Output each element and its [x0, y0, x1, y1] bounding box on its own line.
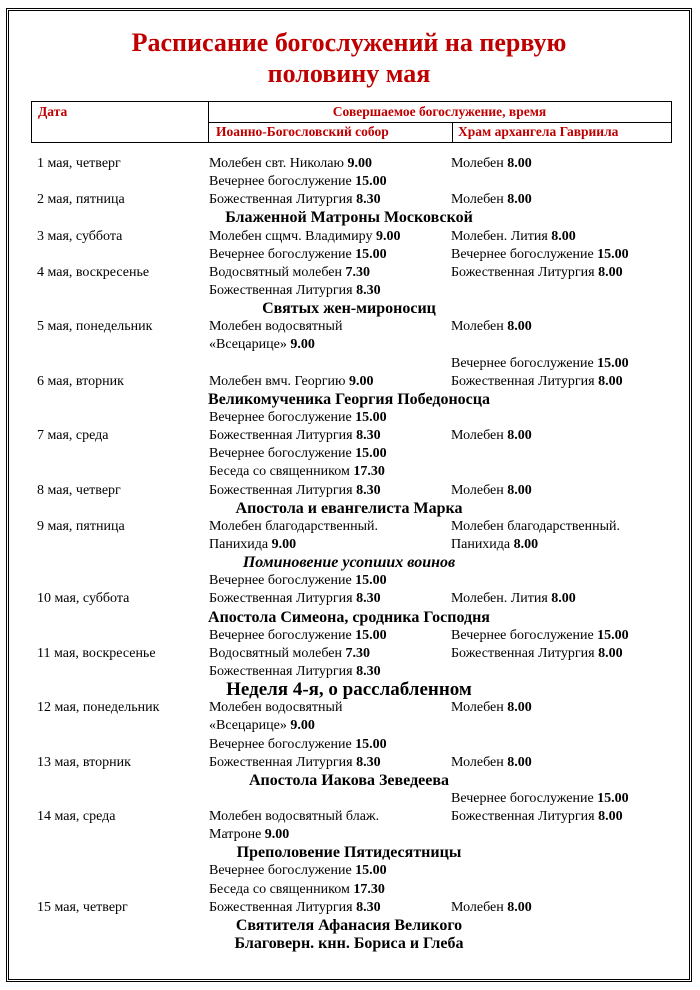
cathedral-service-text: Молебен вмч. Георгию — [209, 373, 346, 389]
schedule-row — [9, 336, 689, 354]
feast-row — [9, 917, 689, 935]
date-cell — [37, 590, 129, 608]
cathedral-service-time: 9.00 — [271, 536, 297, 552]
church-service-text: Молебен — [451, 428, 504, 444]
church-service-text: Вечернее богослужение — [451, 355, 594, 371]
church-service-time: 8.00 — [598, 264, 623, 280]
schedule-row — [9, 355, 689, 373]
cathedral-service-text: Вечернее богослужение — [209, 863, 352, 879]
cathedral-service-text: Вечернее богослужение — [209, 573, 352, 589]
schedule-row — [9, 627, 689, 645]
date-cell-text: 9 мая, пятница — [37, 518, 125, 534]
feast-row — [9, 300, 689, 318]
date-cell-text: 13 мая, вторник — [37, 754, 131, 770]
date-cell-text: 3 мая, суббота — [37, 228, 123, 244]
cathedral-service — [209, 155, 372, 173]
cathedral-service-text: Молебен водосвятный — [209, 700, 343, 716]
church-service-text: Божественная Литургия — [451, 373, 595, 389]
feast-row — [9, 935, 689, 953]
cathedral-service-text: Вечернее богослужение — [209, 627, 352, 643]
date-cell-text: 2 мая, пятница — [37, 192, 125, 208]
cathedral-service — [209, 699, 342, 717]
cathedral-service — [209, 282, 381, 300]
divider — [208, 122, 671, 123]
cathedral-service-time: 15.00 — [355, 627, 387, 643]
date-cell-text: 12 мая, понедельник — [37, 700, 160, 716]
church-service — [451, 754, 532, 772]
church-service — [451, 246, 629, 264]
date-cell — [37, 754, 131, 772]
cathedral-service — [209, 899, 381, 917]
church-service — [451, 590, 576, 608]
church-service-text: Молебен — [451, 754, 504, 770]
cathedral-service-time: 8.30 — [356, 591, 381, 607]
cathedral-service-time: 9.00 — [264, 827, 290, 843]
date-cell — [37, 155, 121, 173]
cathedral-service-text: Вечернее богослужение — [209, 246, 352, 262]
cathedral-service-text: Матроне — [209, 827, 262, 843]
schedule-row — [9, 409, 689, 427]
divider — [452, 122, 453, 142]
cathedral-service-time: 7.30 — [345, 645, 371, 661]
cathedral-service — [209, 881, 385, 899]
cathedral-service-text: Божественная Литургия — [209, 482, 353, 498]
date-cell — [37, 518, 125, 536]
header-church: Храм архангела Гавриила — [458, 124, 619, 139]
cathedral-service-time: 9.00 — [290, 337, 315, 353]
date-cell-text: 8 мая, четверг — [37, 482, 121, 498]
church-service-time: 15.00 — [597, 790, 629, 806]
header-cathedral: Иоанно-Богословский собор — [216, 124, 389, 139]
church-service — [451, 191, 532, 209]
schedule-row — [9, 482, 689, 500]
cathedral-service — [209, 191, 381, 209]
church-service-text: Молебен — [451, 700, 504, 716]
church-service — [451, 645, 623, 663]
date-cell — [37, 264, 149, 282]
cathedral-service-time: 7.30 — [345, 264, 371, 280]
cathedral-service-time: 8.30 — [356, 899, 381, 915]
schedule-row — [9, 590, 689, 608]
cathedral-service-text: «Всецарице» — [209, 718, 287, 734]
church-service-time: 8.00 — [507, 899, 532, 915]
schedule-row — [9, 427, 689, 445]
feast-row — [9, 844, 689, 862]
cathedral-service — [209, 808, 379, 826]
feast-row — [9, 209, 689, 227]
church-service-text: Молебен — [451, 319, 504, 335]
cathedral-service — [209, 736, 387, 754]
date-cell — [37, 228, 122, 246]
church-service-time: 8.00 — [551, 228, 576, 244]
schedule-row — [9, 155, 689, 173]
schedule-row — [9, 572, 689, 590]
cathedral-service-text: Божественная Литургия — [209, 663, 353, 679]
feast-row — [9, 554, 689, 572]
date-cell — [37, 427, 109, 445]
title-line-1: Расписание богослужений на первую — [131, 28, 567, 57]
church-service-time: 8.00 — [507, 156, 532, 171]
church-service-text: Божественная Литургия — [451, 264, 595, 280]
church-service-text: Вечернее богослужение — [451, 627, 594, 643]
church-service-time: 8.00 — [551, 591, 576, 607]
date-cell — [37, 699, 159, 717]
church-service-time: 8.00 — [507, 754, 532, 770]
church-service-text: Панихида — [451, 536, 511, 552]
church-service — [451, 899, 532, 917]
date-cell — [37, 318, 152, 336]
date-cell-text: 1 мая, четверг — [37, 156, 121, 171]
feast-title: Святителя Афанасия Великого — [235, 916, 463, 934]
date-cell-text: 14 мая, среда — [37, 809, 116, 825]
cathedral-service-text: Беседа со священником — [209, 464, 350, 480]
church-service-text: Молебен — [451, 192, 504, 208]
cathedral-service-time: 15.00 — [355, 446, 387, 462]
cathedral-service-text: Божественная Литургия — [209, 282, 353, 298]
cathedral-service — [209, 409, 387, 427]
cathedral-service — [209, 482, 381, 500]
schedule-rows — [9, 155, 689, 953]
cathedral-service — [209, 572, 387, 590]
title-line-2: половину мая — [267, 59, 431, 88]
church-service — [451, 627, 629, 645]
date-cell-text: 5 мая, понедельник — [37, 319, 153, 335]
cathedral-service-time: 15.00 — [355, 863, 387, 879]
header-date: Дата — [38, 104, 68, 119]
cathedral-service — [209, 826, 289, 844]
schedule-row — [9, 754, 689, 772]
church-service — [451, 699, 532, 717]
church-service-time: 15.00 — [597, 246, 629, 262]
schedule-row — [9, 717, 689, 735]
feast-row — [9, 681, 689, 699]
cathedral-service-time: 9.00 — [347, 156, 372, 171]
schedule-row — [9, 228, 689, 246]
church-service-text: Молебен. Лития — [451, 591, 548, 607]
schedule-row — [9, 173, 689, 191]
date-cell-text: 15 мая, четверг — [37, 899, 128, 915]
church-service-text: Вечернее богослужение — [451, 246, 594, 262]
date-cell-text: 10 мая, суббота — [37, 591, 130, 607]
church-service-time: 15.00 — [597, 355, 629, 371]
church-service — [451, 790, 629, 808]
cathedral-service — [209, 173, 387, 191]
header-service: Совершаемое богослужение, время — [332, 104, 547, 119]
church-service-text: Вечернее богослужение — [451, 790, 594, 806]
schedule-row — [9, 318, 689, 336]
cathedral-service — [209, 536, 296, 554]
church-service-time: 8.00 — [513, 536, 539, 552]
feast-title: Неделя 4-я, о расслабленном — [226, 679, 472, 701]
feast-row — [9, 609, 689, 627]
cathedral-service-time: 15.00 — [355, 573, 387, 589]
cathedral-service-text: Панихида — [209, 536, 269, 552]
cathedral-service — [209, 590, 381, 608]
cathedral-service — [209, 373, 373, 391]
cathedral-service-time: 9.00 — [348, 373, 374, 389]
cathedral-service-text: Вечернее богослужение — [209, 409, 352, 425]
feast-title: Апостола Иакова Зеведеева — [249, 771, 449, 789]
schedule-row — [9, 736, 689, 754]
church-service — [451, 228, 576, 246]
date-cell-text: 11 мая, воскресенье — [37, 645, 156, 661]
cathedral-service — [209, 246, 387, 264]
cathedral-service — [209, 318, 342, 336]
cathedral-service-time: 8.30 — [356, 192, 381, 208]
church-service-text: Молебен благодарственный. — [451, 518, 621, 534]
date-cell — [37, 808, 116, 826]
schedule-row — [9, 191, 689, 209]
page-title — [9, 27, 689, 89]
cathedral-service-text: Божественная Литургия — [209, 428, 353, 444]
schedule-row — [9, 282, 689, 300]
feast-title: Блаженной Матроны Московской — [225, 209, 473, 227]
cathedral-service-time: 15.00 — [355, 736, 387, 752]
cathedral-service — [209, 264, 370, 282]
cathedral-service — [209, 228, 400, 246]
cathedral-service-text: Божественная Литургия — [209, 192, 353, 208]
church-service-text: Молебен — [451, 156, 504, 171]
feast-title: Апостола и евангелиста Марка — [235, 499, 463, 517]
date-cell-text: 7 мая, среда — [37, 428, 109, 444]
feast-title: Апостола Симеона, сродника Господня — [208, 608, 490, 626]
church-service-time: 8.00 — [507, 482, 532, 498]
cathedral-service-text: Вечернее богослужение — [209, 736, 352, 752]
church-service-time: 8.00 — [507, 428, 532, 444]
church-service-text: Божественная Литургия — [451, 645, 595, 661]
date-cell-text: 4 мая, воскресенье — [37, 264, 150, 280]
cathedral-service-time: 8.30 — [356, 428, 381, 444]
church-service-time: 8.00 — [598, 373, 623, 389]
schedule-row — [9, 881, 689, 899]
date-cell — [37, 373, 124, 391]
schedule-row — [9, 826, 689, 844]
cathedral-service-time: 8.30 — [356, 663, 381, 679]
church-service — [451, 155, 532, 173]
church-service — [451, 518, 620, 536]
church-service — [451, 808, 623, 826]
church-service — [451, 482, 532, 500]
date-cell — [37, 899, 128, 917]
schedule-row — [9, 246, 689, 264]
cathedral-service-time: 17.30 — [353, 464, 385, 480]
feast-row — [9, 772, 689, 790]
cathedral-service-text: Божественная Литургия — [209, 591, 353, 607]
cathedral-service-text: Водосвятный молебен — [209, 264, 343, 280]
cathedral-service-time: 8.30 — [356, 282, 381, 298]
schedule-row — [9, 808, 689, 826]
feast-title: Святых жен-мироносиц — [262, 300, 436, 318]
church-service — [451, 318, 532, 336]
church-service-time: 8.00 — [507, 700, 532, 716]
cathedral-service — [209, 427, 381, 445]
schedule-row — [9, 699, 689, 717]
cathedral-service-time: 15.00 — [355, 174, 387, 190]
schedule-row — [9, 518, 689, 536]
date-cell — [37, 482, 121, 500]
schedule-row — [9, 536, 689, 554]
schedule-row — [9, 790, 689, 808]
church-service-text: Молебен — [451, 899, 504, 915]
cathedral-service — [209, 445, 387, 463]
feast-title: Преполовение Пятидесятницы — [236, 844, 462, 862]
cathedral-service-text: Вечернее богослужение — [209, 446, 352, 462]
church-service-text: Божественная Литургия — [451, 809, 595, 825]
schedule-page — [6, 8, 692, 982]
table-header — [31, 101, 672, 143]
cathedral-service — [209, 645, 370, 663]
cathedral-service — [209, 627, 387, 645]
cathedral-service-time: 15.00 — [355, 409, 387, 425]
cathedral-service-time: 17.30 — [353, 881, 385, 897]
church-service-time: 15.00 — [597, 627, 629, 643]
church-service — [451, 373, 623, 391]
cathedral-service-text: Божественная Литургия — [209, 899, 353, 915]
church-service — [451, 264, 623, 282]
schedule-row — [9, 645, 689, 663]
cathedral-service-text: Молебен водосвятный — [209, 319, 343, 335]
schedule-row — [9, 463, 689, 481]
cathedral-service — [209, 463, 385, 481]
schedule-row — [9, 264, 689, 282]
cathedral-service-text: Водосвятный молебен — [209, 645, 343, 661]
church-service-time: 8.00 — [507, 319, 532, 335]
cathedral-service-time: 9.00 — [375, 228, 401, 244]
feast-title: Великомученика Георгия Победоносца — [208, 390, 490, 408]
cathedral-service-time: 8.30 — [356, 754, 381, 770]
schedule-row — [9, 373, 689, 391]
cathedral-service-time: 8.30 — [356, 482, 381, 498]
church-service-text: Молебен. Лития — [451, 228, 548, 244]
church-service — [451, 536, 538, 554]
schedule-row — [9, 862, 689, 880]
date-cell — [37, 645, 156, 663]
cathedral-service-text: Молебен благодарственный. — [209, 518, 379, 534]
church-service-time: 8.00 — [598, 645, 623, 661]
schedule-row — [9, 899, 689, 917]
cathedral-service-text: Божественная Литургия — [209, 754, 353, 770]
cathedral-service-text: Молебен свт. Николаю — [209, 156, 344, 171]
church-service — [451, 427, 532, 445]
cathedral-service-text: «Всецарице» — [209, 337, 287, 353]
cathedral-service — [209, 754, 381, 772]
cathedral-service-text: Беседа со священником — [209, 881, 350, 897]
cathedral-service — [209, 518, 378, 536]
church-service — [451, 355, 629, 373]
cathedral-service — [209, 862, 387, 880]
feast-title: Благоверн. кнн. Бориса и Глеба — [234, 935, 464, 953]
feast-title: Поминовение усопших воинов — [242, 554, 456, 572]
cathedral-service-text: Молебен водосвятный блаж. — [209, 809, 380, 825]
cathedral-service-text: Молебен сщмч. Владимиру — [209, 228, 373, 244]
cathedral-service — [209, 717, 315, 735]
church-service-time: 8.00 — [598, 809, 623, 825]
cathedral-service-time: 9.00 — [290, 718, 315, 734]
cathedral-service — [209, 336, 315, 354]
church-service-text: Молебен — [451, 482, 504, 498]
cathedral-service-time: 15.00 — [355, 246, 387, 262]
date-cell — [37, 191, 125, 209]
feast-row — [9, 391, 689, 409]
cathedral-service-text: Вечернее богослужение — [209, 174, 352, 190]
church-service-time: 8.00 — [507, 192, 532, 208]
date-cell-text: 6 мая, вторник — [37, 373, 124, 389]
feast-row — [9, 500, 689, 518]
schedule-row — [9, 445, 689, 463]
